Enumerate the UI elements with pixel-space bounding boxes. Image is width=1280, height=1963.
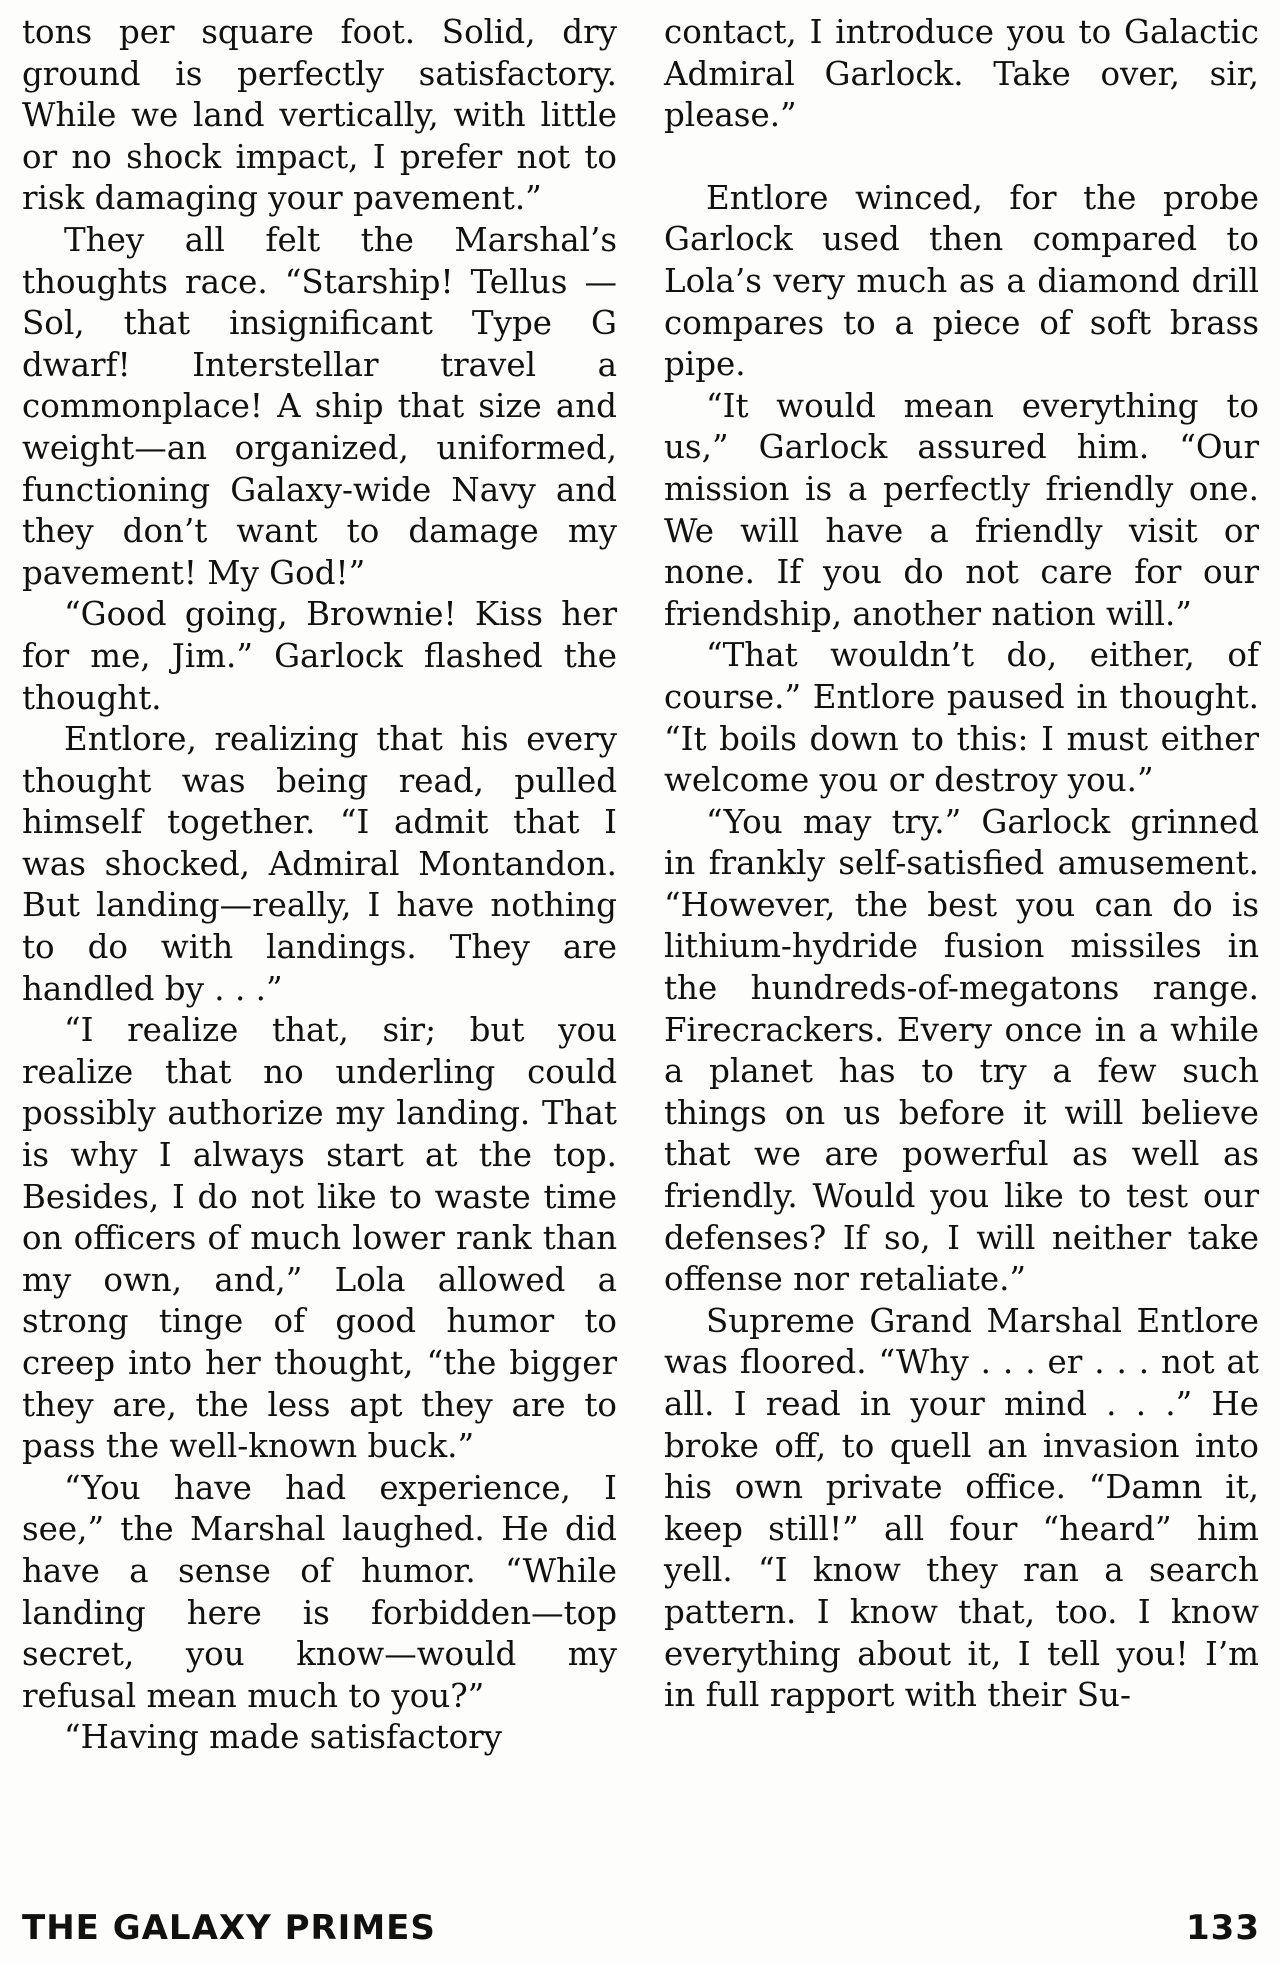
paragraph: “You have had experience, I see,” the Marshal laughed. He did have a sense of humor. “While landing here is forbidden—top secret, you know—would my refusal mean much to you?”	[22, 1468, 617, 1715]
paragraph: Entlore, realizing that his every thought was being read, pulled himself together. “I admit that I was shocked, Admiral Montandon. But landing—really, I have nothing to do with landings. They are handled by . . .”	[22, 720, 617, 1008]
paragraph: contact, I introduce you to Galactic Admiral Garlock. Take over, sir, please.”	[664, 13, 1259, 135]
paragraph: “That wouldn’t do, either, of course.” Entlore paused in thought. “It boils down to this: I must either welcome you or destroy you.”	[664, 636, 1259, 800]
paragraph: tons per square foot. Solid, dry ground is perfectly satisfactory. While we land vertically, with little or no shock impact, I prefer not to risk damaging your pavement.”	[22, 13, 617, 218]
paragraph: Supreme Grand Marshal Entlore was floored. “Why . . . er . . . not at all. I read in your mind . . .” He broke off, to quell an invasion into his own private office. “Damn it, keep still!” all four “heard” him yell. “I know they ran a search pattern. I know that, too. I know everything about it, I tell you! I’m in full rapport with their Su-	[664, 1301, 1259, 1715]
paragraph: They all felt the Marshal’s thoughts race. “Starship! Tellus —Sol, that insignificant Type G dwarf! Interstellar travel a commonplace! A ship that size and weight—an organized, uniformed, functioning Galaxy-wide Navy and they don’t want to damage my pavement! My God!”	[22, 220, 617, 592]
paragraph: “You may try.” Garlock grinned in frankly self-satisfied amusement. “However, the best you can do is lithium-hydride fusion missiles in the hundreds-of-megatons range. Firecrackers. Every once in a while a planet has to try a few such things on us before it will believe that we are powerful as well as friendly. Would you like to test our defenses? If so, I will neither take offense nor retaliate.”	[664, 802, 1259, 1299]
paragraph: “Having made satisfactory	[64, 1718, 503, 1757]
page-number: 133	[1186, 1908, 1260, 1948]
left-column	[22, 12, 617, 1759]
paragraph: “Good going, Brownie! Kiss her for me, Jim.” Garlock flashed the thought.	[22, 595, 617, 717]
paragraph: “I realize that, sir; but you realize that no underling could possibly authorize my landing. That is why I always start at the top. Besides, I do not like to waste time on officers of much lower rank than my own, and,” Lola allowed a strong tinge of good humor to creep into her thought, “the bigger they are, the less apt they are to pass the well-known buck.”	[22, 1011, 617, 1466]
running-title: THE GALAXY PRIMES	[22, 1908, 436, 1948]
right-column	[664, 12, 1259, 1717]
paragraph: “It would mean everything to us,” Garlock assured him. “Our mission is a perfectly friendly one. We will have a friendly visit or none. If you do not care for our friendship, another nation will.”	[664, 386, 1259, 633]
paragraph: Entlore winced, for the probe Garlock used then compared to Lola’s very much as a diamond drill compares to a piece of soft brass pipe.	[664, 178, 1259, 384]
